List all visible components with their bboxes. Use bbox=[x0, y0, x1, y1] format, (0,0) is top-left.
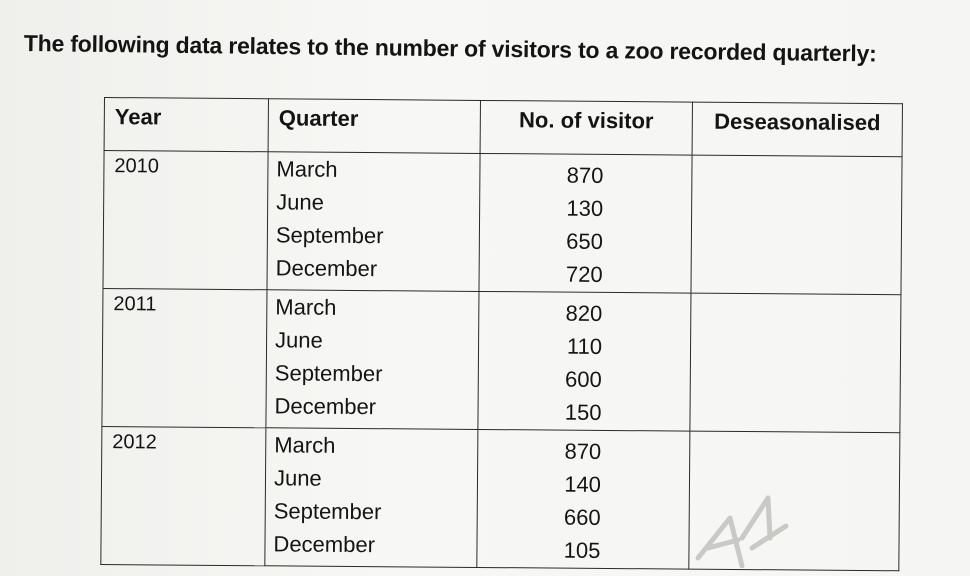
quarter-label: June bbox=[276, 189, 324, 215]
quarter-cell bbox=[267, 152, 480, 292]
visitor-count: 720 bbox=[565, 261, 603, 287]
quarter-label: March bbox=[274, 432, 336, 458]
signature-scribble bbox=[690, 478, 800, 568]
visitor-count: 130 bbox=[566, 195, 604, 221]
quarter-label: December bbox=[273, 531, 376, 558]
year-cell: 2012 bbox=[101, 426, 266, 565]
table-row bbox=[103, 151, 902, 295]
quarter-label: September bbox=[273, 498, 382, 525]
quarter-label: September bbox=[275, 222, 384, 249]
visitor-count: 105 bbox=[563, 537, 601, 563]
visitors-cell bbox=[477, 429, 690, 569]
deseasonalised-cell bbox=[691, 155, 902, 295]
intro-text: The following data relates to the number of visitors to a zoo recorded quarterly: bbox=[23, 30, 877, 67]
quarter-label: March bbox=[275, 294, 337, 320]
visitor-count: 650 bbox=[566, 228, 603, 254]
visitor-count: 140 bbox=[564, 471, 602, 497]
year-cell: 2010 bbox=[103, 151, 268, 290]
quarter-label: December bbox=[274, 393, 377, 420]
visitor-count: 600 bbox=[564, 366, 602, 392]
quarter-label: December bbox=[275, 255, 378, 282]
quarter-label: June bbox=[273, 465, 322, 491]
visitor-count: 870 bbox=[566, 162, 604, 188]
quarter-cell bbox=[266, 290, 479, 430]
header-year: Year bbox=[104, 98, 268, 152]
year-cell: 2011 bbox=[102, 288, 267, 427]
quarter-label: June bbox=[274, 327, 323, 353]
header-quarter: Quarter bbox=[268, 99, 480, 154]
quarter-cell bbox=[265, 428, 478, 568]
visitor-count: 870 bbox=[564, 438, 602, 464]
header-visitors: No. of visitor bbox=[480, 100, 692, 155]
table-row bbox=[102, 288, 901, 432]
visitor-count: 660 bbox=[563, 504, 601, 530]
visitors-cell bbox=[479, 153, 692, 293]
visitor-count: 820 bbox=[565, 300, 603, 326]
visitor-count: 150 bbox=[564, 399, 602, 425]
header-deseasonalised: Deseasonalised bbox=[692, 102, 902, 157]
visitors-cell bbox=[478, 291, 691, 431]
quarter-label: September bbox=[274, 360, 383, 387]
visitor-count: 110 bbox=[566, 333, 603, 359]
deseasonalised-cell bbox=[690, 293, 901, 433]
quarter-label: March bbox=[276, 156, 338, 182]
header-row bbox=[104, 98, 902, 157]
